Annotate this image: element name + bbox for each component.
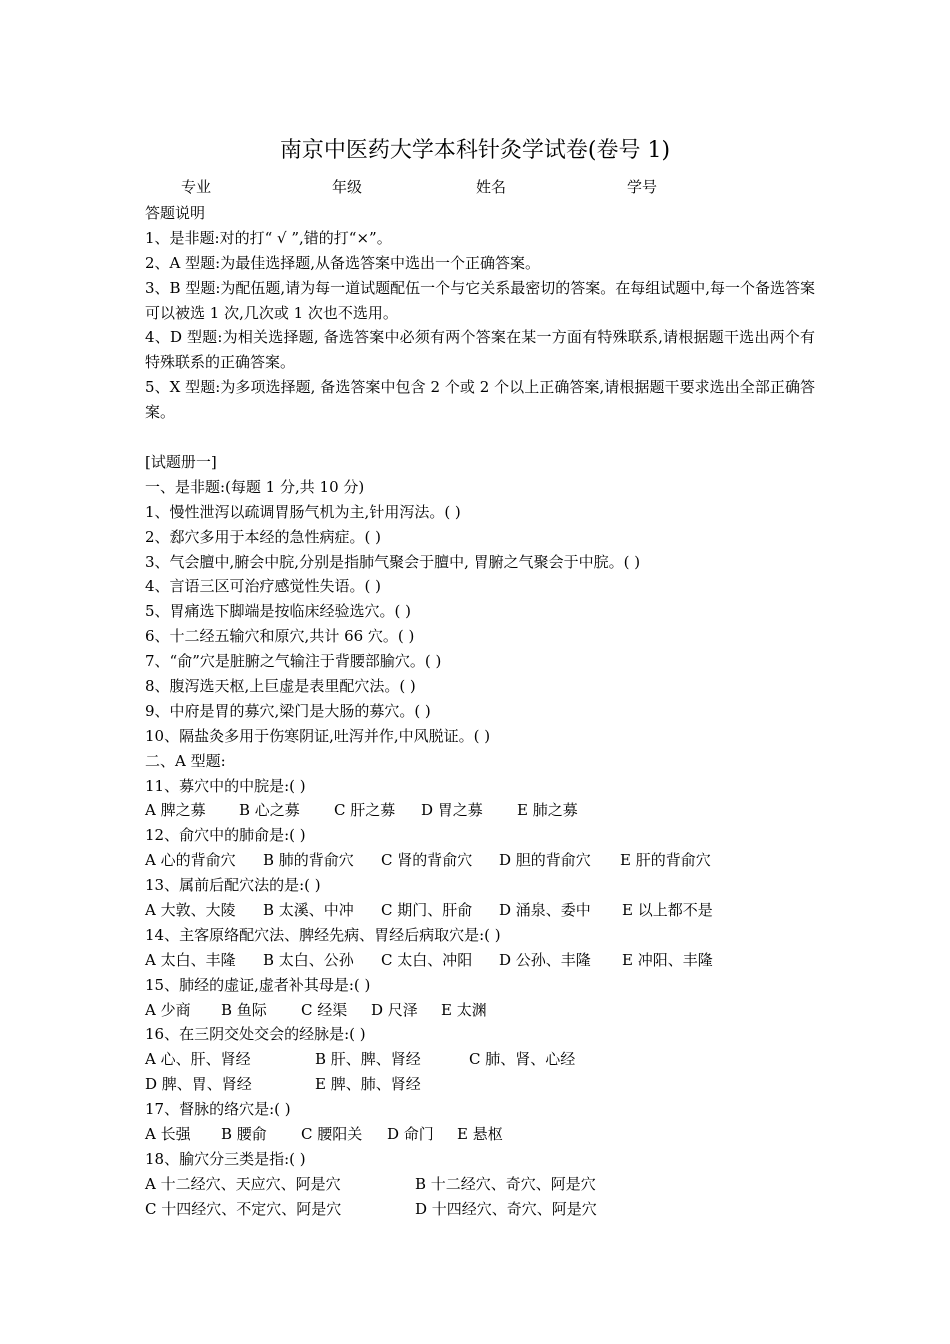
student-info-fields xyxy=(0,175,950,199)
mc-option: B 腰俞 xyxy=(221,1125,267,1144)
instruction-item: 1、是非题:对的打“ √ ”,错的打“×”。 xyxy=(145,228,392,247)
mc-option: C 十四经穴、不定穴、阿是穴 xyxy=(145,1199,342,1218)
mc-option: D 公孙、丰隆 xyxy=(499,950,591,969)
mc-option: D 命门 xyxy=(387,1125,434,1144)
mc-question-stem: 11、募穴中的中脘是:( ) xyxy=(145,776,306,795)
mc-option: C 太白、冲阳 xyxy=(381,950,473,969)
instruction-item: 3、B 型题:为配伍题,请为每一道试题配伍一个与它关系最密切的答案。在每组试题中,每一个备选答案可以被选 1 次,几次或 1 次也不选用。 xyxy=(145,278,815,322)
true-false-question: 9、中府是胃的募穴,梁门是大肠的募穴。( ) xyxy=(145,701,431,720)
mc-option: A 脾之募 xyxy=(145,801,206,820)
mc-options-row xyxy=(145,998,815,1023)
mc-option: B 十二经穴、奇穴、阿是穴 xyxy=(415,1174,596,1193)
mc-question-stem: 13、属前后配穴法的是:( ) xyxy=(145,876,321,895)
instruction-item: 2、A 型题:为最佳选择题,从备选答案中选出一个正确答案。 xyxy=(145,253,540,272)
mc-option: C 肾的背俞穴 xyxy=(381,851,473,870)
true-false-question: 10、隔盐灸多用于伤寒阴证,吐泻并作,中风脱证。( ) xyxy=(145,726,491,745)
mc-options-row xyxy=(145,898,815,923)
mc-option: E 脾、肺、肾经 xyxy=(315,1075,421,1094)
true-false-question: 5、胃痛选下脚端是按临床经验选穴。( ) xyxy=(145,602,412,621)
mc-option: E 以上都不是 xyxy=(622,901,713,920)
mc-option: C 经渠 xyxy=(301,1000,348,1019)
true-false-question: 8、腹泻选天枢,上巨虚是表里配穴法。( ) xyxy=(145,677,416,696)
mc-option: C 腰阳关 xyxy=(301,1125,363,1144)
field-grade-label: 年级 xyxy=(332,178,363,196)
true-false-question: 1、慢性泄泻以疏调胃肠气机为主,针用泻法。( ) xyxy=(145,502,461,521)
mc-options-row xyxy=(145,848,815,873)
mc-option: A 十二经穴、天应穴、阿是穴 xyxy=(145,1174,341,1193)
mc-option: B 心之募 xyxy=(239,801,300,820)
instructions-heading: 答题说明 xyxy=(145,204,206,222)
mc-question-stem: 16、在三阴交处交会的经脉是:( ) xyxy=(145,1025,366,1044)
mc-option: E 悬枢 xyxy=(457,1125,503,1144)
mc-options-row xyxy=(145,1197,815,1222)
true-false-question: 6、十二经五输穴和原穴,共计 66 穴。( ) xyxy=(145,627,415,646)
mc-question-stem: 18、腧穴分三类是指:( ) xyxy=(145,1149,306,1168)
mc-question-stem: 12、俞穴中的肺俞是:( ) xyxy=(145,826,306,845)
field-major-label: 专业 xyxy=(181,178,212,196)
mc-options-row xyxy=(145,948,815,973)
mc-option: E 太渊 xyxy=(441,1000,487,1019)
mc-options-row xyxy=(145,1072,815,1097)
field-student-id-label: 学号 xyxy=(627,178,658,196)
true-false-question: 4、言语三区可治疗感觉性失语。( ) xyxy=(145,577,382,596)
mc-question-stem: 15、肺经的虚证,虚者补其母是:( ) xyxy=(145,975,371,994)
exam-title: 南京中医药大学本科针灸学试卷(卷号 1) xyxy=(279,138,671,163)
mc-option: E 冲阳、丰隆 xyxy=(622,950,713,969)
mc-option: C 肺、肾、心经 xyxy=(469,1050,576,1069)
part1-heading: 一、是非题:(每题 1 分,共 10 分) xyxy=(145,477,365,496)
mc-option: B 太溪、中冲 xyxy=(263,901,354,920)
mc-option: A 长强 xyxy=(145,1125,191,1144)
mc-options-row xyxy=(145,1047,815,1072)
mc-option: D 尺泽 xyxy=(371,1000,418,1019)
mc-option: D 十四经穴、奇穴、阿是穴 xyxy=(415,1199,597,1218)
true-false-question: 3、气会膻中,腑会中脘,分别是指肺气聚会于膻中, 胃腑之气聚会于中脘。( ) xyxy=(145,552,641,571)
mc-option: B 肺的背俞穴 xyxy=(263,851,354,870)
true-false-question: 7、“俞”穴是脏腑之气输注于背腰部腧穴。( ) xyxy=(145,652,442,671)
mc-option: A 少商 xyxy=(145,1000,191,1019)
instruction-item: 4、D 型题:为相关选择题, 备选答案中必须有两个答案在某一方面有特殊联系,请根据题干选出两个有特殊联系的正确答案。 xyxy=(145,328,815,372)
mc-option: A 心的背俞穴 xyxy=(145,851,236,870)
instruction-item: 5、X 型题:为多项选择题, 备选答案中包含 2 个或 2 个以上正确答案,请根据题干要求选出全部正确答案。 xyxy=(145,378,815,422)
mc-option: E 肺之募 xyxy=(517,801,578,820)
mc-option: B 鱼际 xyxy=(221,1000,267,1019)
mc-option: E 肝的背俞穴 xyxy=(620,851,711,870)
mc-option: A 大敦、大陵 xyxy=(145,901,236,920)
mc-question-stem: 14、主客原络配穴法、脾经先病、胃经后病取穴是:( ) xyxy=(145,925,501,944)
exam-content xyxy=(145,201,815,1222)
mc-option: D 涌泉、委中 xyxy=(499,901,591,920)
mc-option: D 胆的背俞穴 xyxy=(499,851,591,870)
mc-option: C 肝之募 xyxy=(334,801,396,820)
field-name-label: 姓名 xyxy=(476,178,507,196)
mc-option: C 期门、肝俞 xyxy=(381,901,473,920)
mc-options-row xyxy=(145,798,815,823)
mc-options-row xyxy=(145,1122,815,1147)
true-false-question: 2、郄穴多用于本经的急性病症。( ) xyxy=(145,527,382,546)
mc-option: A 太白、丰隆 xyxy=(145,950,236,969)
mc-option: A 心、肝、肾经 xyxy=(145,1050,251,1069)
mc-question-stem: 17、督脉的络穴是:( ) xyxy=(145,1100,291,1119)
booklet-label: [试题册一] xyxy=(145,453,217,471)
mc-option: B 太白、公孙 xyxy=(263,950,354,969)
part2-heading: 二、A 型题: xyxy=(145,751,226,770)
mc-options-row xyxy=(145,1172,815,1197)
mc-option: D 脾、胃、肾经 xyxy=(145,1075,252,1094)
mc-option: D 胃之募 xyxy=(421,801,483,820)
mc-option: B 肝、脾、肾经 xyxy=(315,1050,421,1069)
